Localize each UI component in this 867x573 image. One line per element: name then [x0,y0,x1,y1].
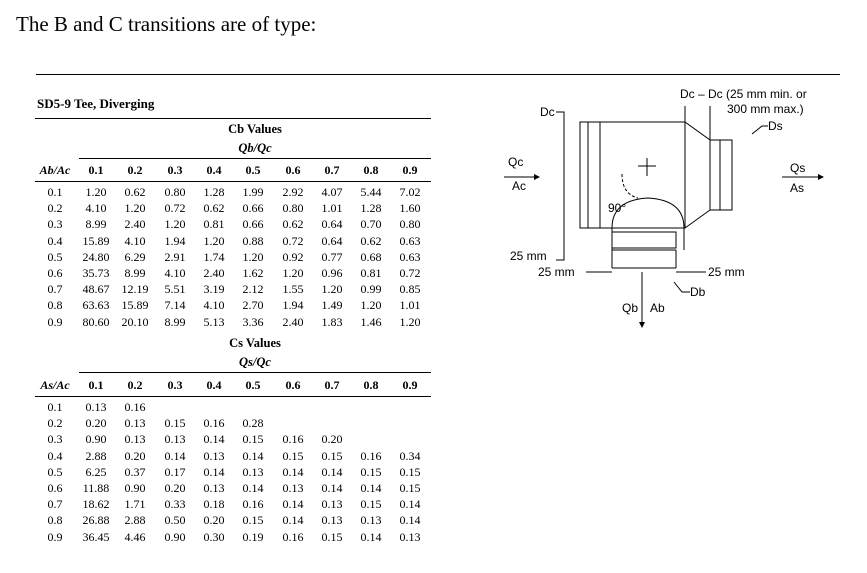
value-cell: 0.72 [164,201,186,216]
row-label-cell: 0.8 [47,298,63,313]
value-cell: 1.99 [242,185,264,199]
value-cell: 1.94 [164,233,186,248]
value-cell: 26.88 [82,513,110,528]
value-cell: 0.15 [282,448,304,463]
value-cell: 0.15 [399,481,421,495]
row-label-cell: 0.7 [47,282,63,297]
value-cell: 0.90 [124,481,146,495]
value-cell: 18.62 [82,497,110,512]
value-cell: 0.85 [399,282,421,297]
value-cell: 2.40 [282,314,304,329]
qb-label: Qb [622,301,639,315]
value-cell: 0.90 [85,432,107,447]
value-cell: 0.15 [360,464,382,479]
page-heading: The B and C transitions are of type: [16,12,317,36]
value-cell: 2.92 [282,185,304,199]
table-row [35,315,431,331]
value-cell: 2.88 [124,513,146,528]
value-cell: 0.19 [242,529,264,544]
value-cell: 1.46 [360,314,382,329]
value-cell: 4.07 [321,185,343,199]
value-cell: 0.17 [164,464,186,479]
value-cell: 6.29 [124,249,146,264]
table-caption: Cb Values [228,122,282,136]
value-cell: 0.72 [282,233,304,248]
row-label-cell: 0.4 [47,233,63,248]
table-caption: Cs Values [229,336,281,350]
diameter-note: Dc – Dc (25 mm min. or [680,87,807,101]
header-cell: 0.7 [324,378,340,392]
header-cell: 0.7 [324,163,340,177]
table-row [35,298,431,314]
value-cell: 0.14 [242,481,264,495]
value-cell: 15.89 [82,233,110,248]
value-cell: 0.13 [203,481,225,495]
ab-label: Ab [650,301,665,315]
value-cell: 0.14 [399,497,421,512]
value-cell: 0.15 [242,513,264,528]
value-cell: 0.13 [321,497,343,512]
value-cell: 0.13 [282,481,304,495]
value-cell: 1.60 [399,201,421,216]
value-cell: 7.14 [164,298,186,313]
row-label-cell: 0.1 [47,400,63,414]
value-cell: 0.14 [399,513,421,528]
value-cell: 80.60 [82,314,110,329]
value-cell: 24.80 [82,249,110,264]
header-cell: 0.1 [88,378,104,392]
table-row [35,400,431,416]
value-cell: 0.20 [85,416,107,431]
table-row [35,266,431,282]
row-label-cell: 0.1 [47,185,63,199]
value-cell: 0.81 [203,217,225,232]
dimension-label: 25 mm [510,249,547,263]
value-cell: 0.92 [282,249,304,264]
table-row [35,449,431,465]
header-cell: 0.6 [285,163,301,177]
qs-label: Qs [790,161,806,175]
header-cell: 0.3 [167,378,183,392]
straight-branch [710,140,732,210]
row-label-cell: 0.6 [47,266,63,280]
value-cell: 0.15 [360,497,382,512]
value-cell: 0.14 [360,529,382,544]
value-cell: 0.15 [399,464,421,479]
value-cell: 0.64 [321,233,343,248]
value-cell: 0.28 [242,416,264,431]
value-cell: 1.20 [203,233,225,248]
row-label-cell: 0.5 [47,249,63,264]
transition-line [685,122,710,140]
header-cell: 0.6 [285,378,301,392]
table-rule [35,396,431,397]
value-cell: 0.20 [124,448,146,463]
value-cell: 4.10 [124,233,146,248]
value-cell: 0.14 [242,448,264,463]
value-cell: 1.20 [321,282,343,297]
value-cell: 0.14 [360,481,382,495]
value-cell: 1.01 [399,298,421,313]
value-cell: 0.14 [203,432,225,447]
value-cell: 0.13 [124,416,146,431]
value-cell: 5.44 [360,185,382,199]
value-cell: 0.14 [282,497,304,512]
row-label-cell: 0.3 [47,217,63,232]
dc-label: Dc [540,105,555,119]
value-cell: 35.73 [82,266,110,280]
table-row [35,250,431,266]
value-cell: 2.88 [85,448,107,463]
value-cell: 0.63 [399,233,421,248]
table-rule [79,372,431,373]
table-rule [79,158,431,159]
ac-label: Ac [512,179,527,193]
value-cell: 0.66 [242,201,264,216]
value-cell: 3.19 [203,282,225,297]
value-cell: 8.99 [124,266,146,280]
value-cell: 0.77 [321,249,343,264]
value-cell: 1.20 [164,217,186,232]
value-cell: 0.62 [282,217,304,232]
value-cell: 0.64 [321,217,343,232]
branch-duct [612,232,676,248]
qc-label: Qc [508,155,524,169]
angle-arc [622,174,638,198]
main-duct [580,122,685,228]
value-cell: 0.14 [164,448,186,463]
value-cell: 12.19 [121,282,149,297]
value-cell: 0.80 [399,217,421,232]
value-cell: 0.13 [164,432,186,447]
diameter-note: 300 mm max.) [727,102,804,116]
value-cell: 0.80 [164,185,186,199]
value-cell: 5.13 [203,314,225,329]
value-cell: 0.14 [321,481,343,495]
value-cell: 0.30 [203,529,225,544]
value-cell: 0.16 [124,400,146,414]
value-cell: 0.15 [321,529,343,544]
table-rule [35,118,431,119]
value-cell: 0.14 [321,464,343,479]
value-cell: 1.62 [242,266,264,280]
value-cell: 36.45 [82,529,110,544]
table-row [35,416,431,432]
value-cell: 0.88 [242,233,264,248]
value-cell: 0.50 [164,513,186,528]
value-cell: 7.02 [399,185,421,199]
value-cell: 0.62 [124,185,146,199]
row-label-cell: 0.6 [47,481,63,495]
header-cell: 0.2 [127,163,143,177]
value-cell: 4.10 [85,201,107,216]
value-cell: 0.16 [282,529,304,544]
value-cell: 0.18 [203,497,225,512]
value-cell: 0.16 [242,497,264,512]
value-cell: 6.25 [85,464,107,479]
value-cell: 48.67 [82,282,110,297]
value-cell: 0.63 [399,249,421,264]
header-cell: 0.9 [402,378,418,392]
value-cell: 0.13 [85,400,107,414]
header-cell: 0.8 [363,378,379,392]
header-cell: 0.5 [245,163,261,177]
table-header-row [35,378,431,394]
value-cell: 0.68 [360,249,382,264]
value-cell: 1.20 [360,298,382,313]
value-cell: 0.15 [321,448,343,463]
value-cell: 8.99 [164,314,186,329]
row-label-cell: 0.7 [47,497,63,512]
value-cell: 0.20 [203,513,225,528]
value-cell: 0.96 [321,266,343,280]
value-cell: 2.40 [203,266,225,280]
row-label-cell: 0.8 [47,513,63,528]
figure-title: SD5-9 Tee, Diverging [37,96,155,111]
header-cell: 0.5 [245,378,261,392]
value-cell: 1.20 [85,185,107,199]
value-cell: 1.74 [203,249,225,264]
table-row [35,282,431,298]
value-cell: 0.13 [360,513,382,528]
table-row [35,234,431,250]
value-cell: 1.20 [124,201,146,216]
table-row [35,201,431,217]
row-label-cell: 0.9 [47,529,63,544]
value-cell: 1.83 [321,314,343,329]
value-cell: 1.71 [124,497,146,512]
value-cell: 15.89 [121,298,149,313]
value-cell: 0.13 [203,448,225,463]
value-cell: 63.63 [82,298,110,313]
value-cell: 1.28 [203,185,225,199]
value-cell: 4.10 [164,266,186,280]
value-cell: 0.34 [399,448,421,463]
value-cell: 2.40 [124,217,146,232]
row-label-cell: 0.4 [47,448,63,463]
value-cell: 1.01 [321,201,343,216]
table-row [35,185,431,201]
value-cell: 0.13 [399,529,421,544]
horizontal-rule [36,74,840,75]
value-cell: 20.10 [121,314,149,329]
value-cell: 4.10 [203,298,225,313]
header-cell: 0.3 [167,163,183,177]
transition-line [685,210,710,228]
value-cell: 2.12 [242,282,264,297]
value-cell: 0.80 [282,201,304,216]
value-cell: 0.16 [360,448,382,463]
header-cell: 0.4 [206,163,222,177]
row-label-cell: 0.3 [47,432,63,447]
value-cell: 0.13 [321,513,343,528]
row-label-cell: 0.5 [47,464,63,479]
value-cell: 0.90 [164,529,186,544]
value-cell: 0.13 [242,464,264,479]
table-header-row [35,163,431,179]
header-cell: 0.2 [127,378,143,392]
value-cell: 1.28 [360,201,382,216]
table-row [35,465,431,481]
value-cell: 5.51 [164,282,186,297]
value-cell: 1.94 [282,298,304,313]
value-cell: 0.81 [360,266,382,280]
table-row [35,481,431,497]
value-cell: 0.99 [360,282,382,297]
value-cell: 0.66 [242,217,264,232]
value-cell: 0.70 [360,217,382,232]
value-cell: 0.15 [242,432,264,447]
value-cell: 1.49 [321,298,343,313]
value-cell: 4.46 [124,529,146,544]
value-cell: 0.37 [124,464,146,479]
row-label-cell: 0.2 [47,201,63,216]
header-cell: 0.4 [206,378,222,392]
db-label: Db [690,285,706,299]
value-cell: 1.20 [282,266,304,280]
ds-label: Ds [768,119,783,133]
row-label-cell: 0.2 [47,416,63,431]
value-cell: 1.55 [282,282,304,297]
table-row [35,217,431,233]
value-cell: 0.14 [203,464,225,479]
tee-diagram [500,82,840,332]
table-row [35,497,431,513]
row-label-cell: 0.9 [47,314,63,329]
value-cell: 0.14 [282,464,304,479]
header-cell: Ab/Ac [39,163,71,177]
value-cell: 0.72 [399,266,421,280]
value-cell: 0.62 [360,233,382,248]
table-rule [35,181,431,182]
angle-label: 90° [608,201,627,215]
header-cell: 0.1 [88,163,104,177]
table-row [35,513,431,529]
dimension-label: 25 mm [538,265,575,279]
as-label: As [790,181,805,195]
value-cell: 0.16 [203,416,225,431]
table-row [35,432,431,448]
value-cell: 11.88 [82,481,110,495]
value-cell: 0.13 [124,432,146,447]
table-row [35,530,431,546]
value-cell: 1.20 [399,314,421,329]
value-cell: 8.99 [85,217,107,232]
table-subcaption: Qs/Qc [239,355,271,369]
header-cell: As/Ac [40,378,70,392]
table-subcaption: Qb/Qc [238,141,272,155]
header-cell: 0.8 [363,163,379,177]
value-cell: 3.36 [242,314,264,329]
value-cell: 2.70 [242,298,264,313]
value-cell: 0.33 [164,497,186,512]
value-cell: 0.16 [282,432,304,447]
value-cell: 0.20 [321,432,343,447]
value-cell: 0.62 [203,201,225,216]
header-cell: 0.9 [402,163,418,177]
value-cell: 0.15 [164,416,186,431]
dimension-label: 25 mm [708,265,745,279]
value-cell: 0.20 [164,481,186,495]
value-cell: 2.91 [164,249,186,264]
value-cell: 1.20 [242,249,264,264]
value-cell: 0.14 [282,513,304,528]
